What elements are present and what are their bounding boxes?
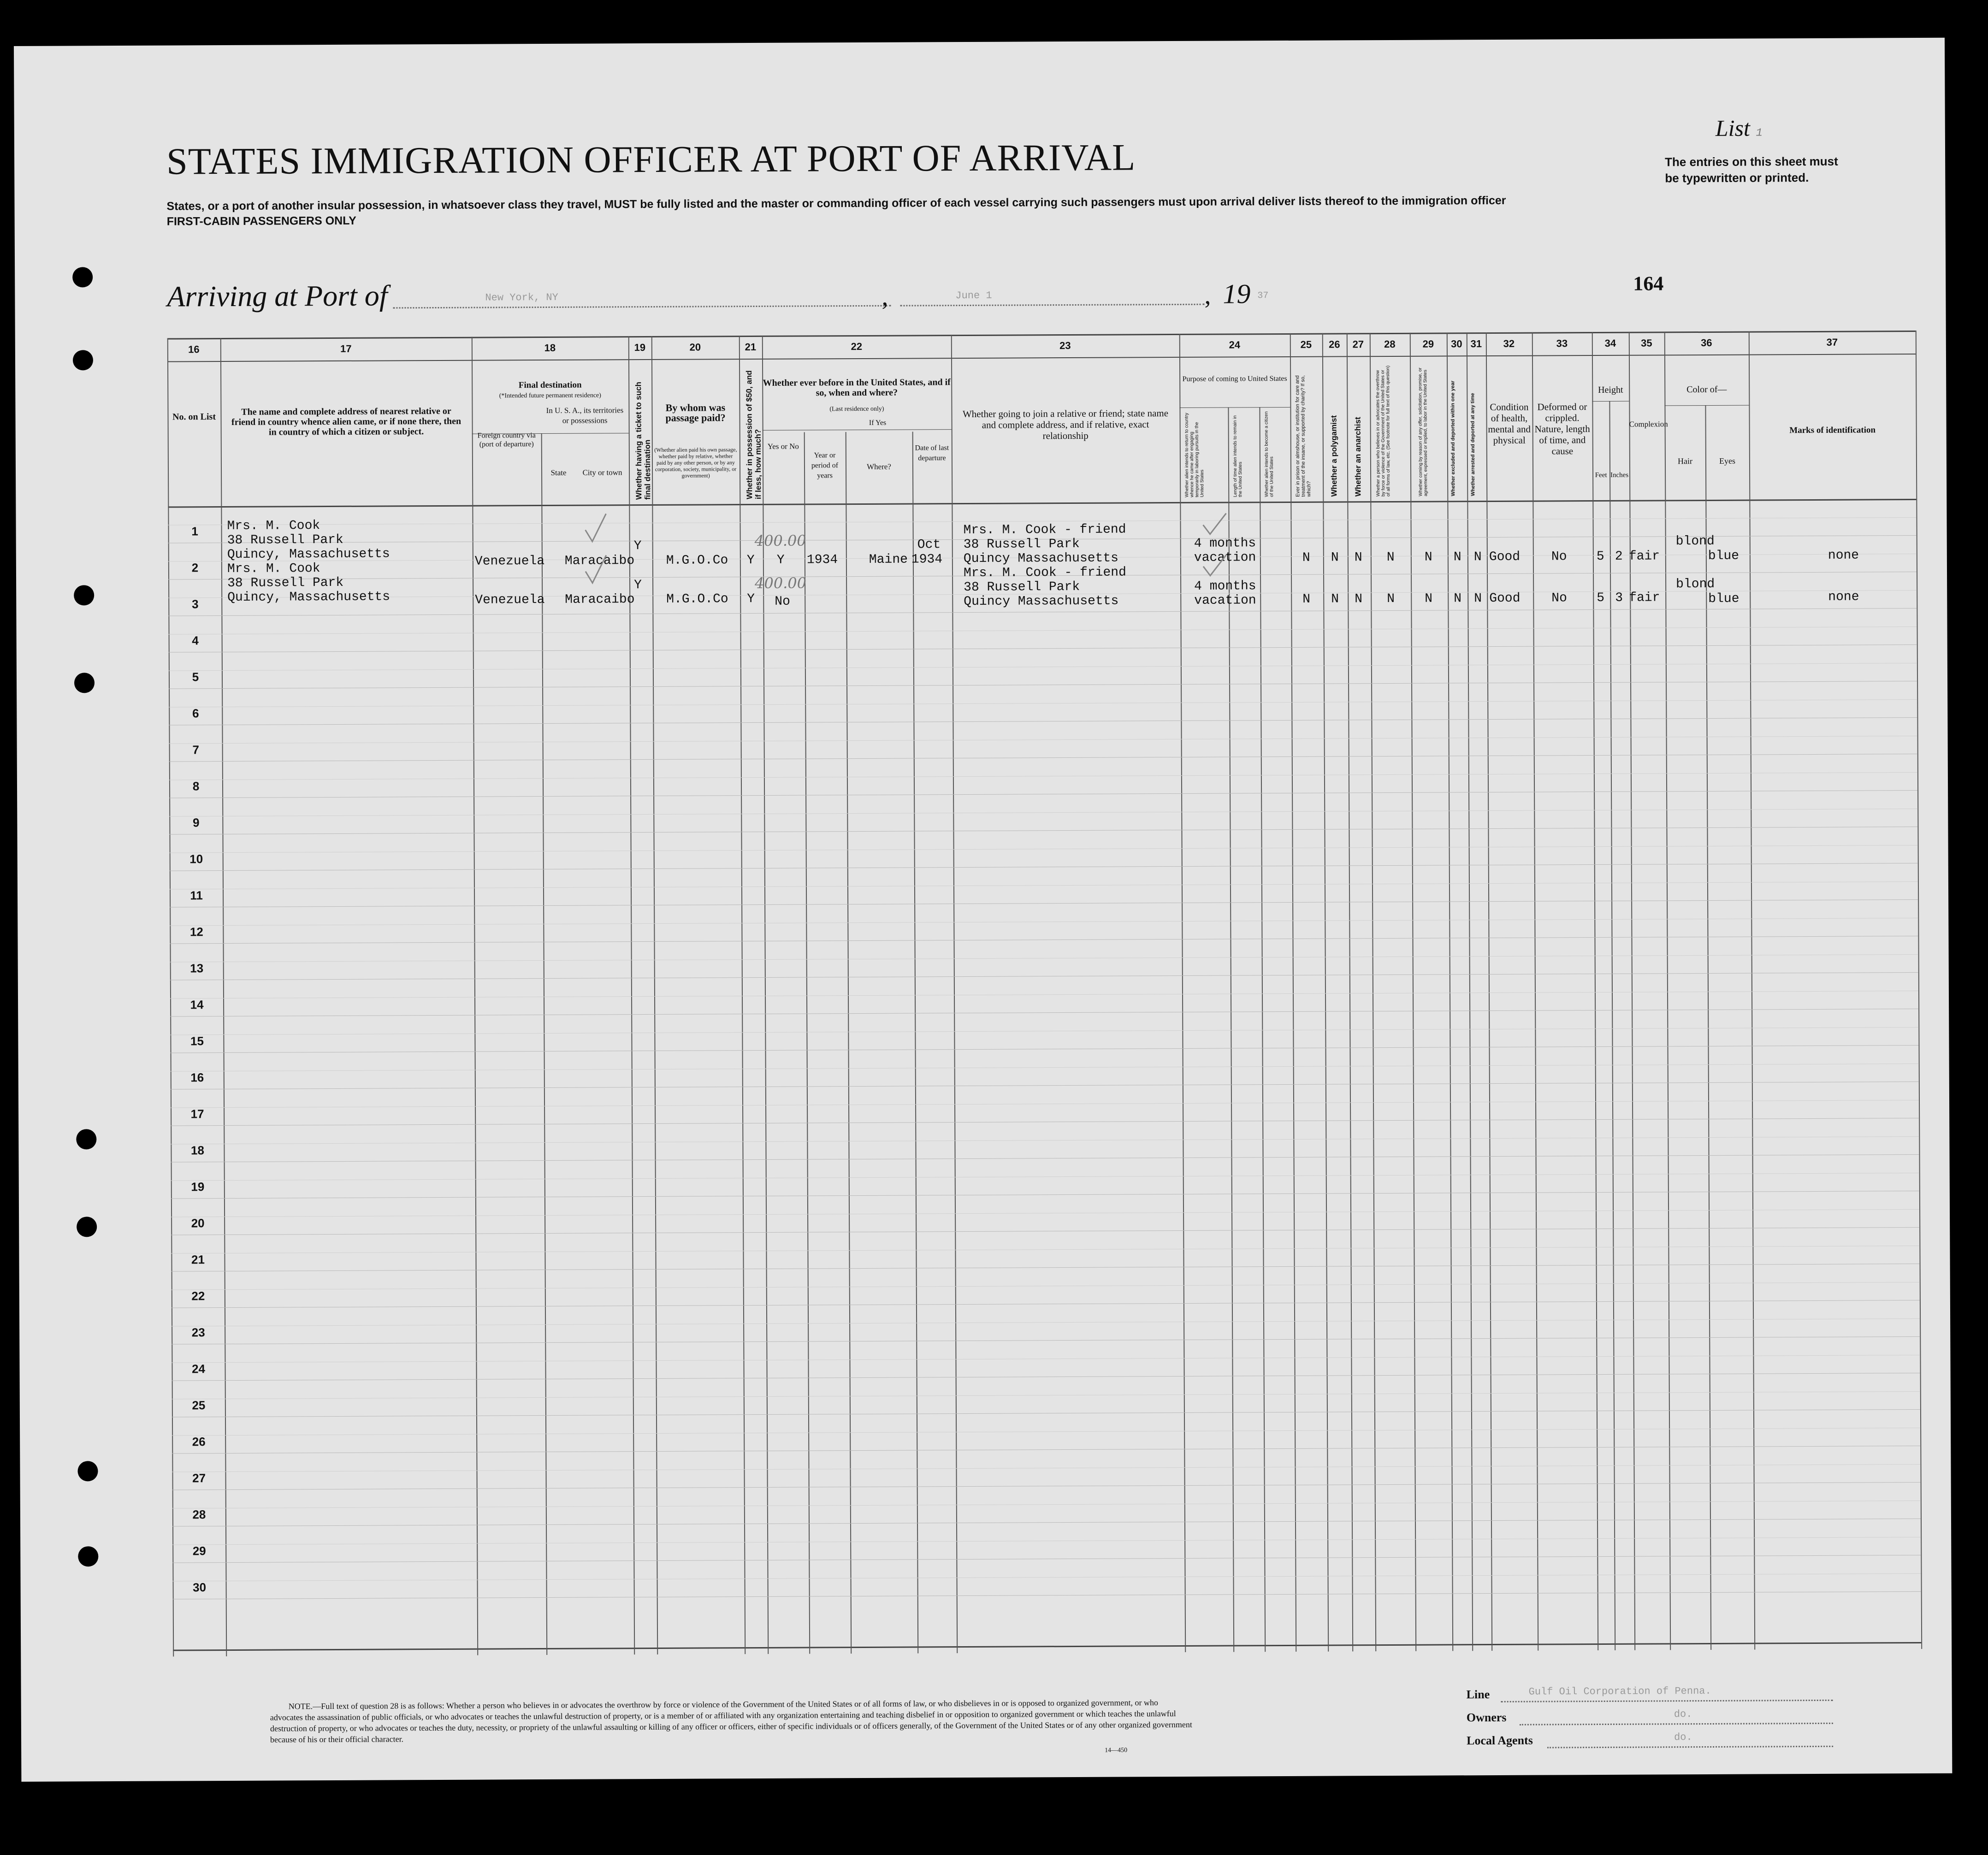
punch-hole — [72, 267, 93, 287]
row1-ticket: Y — [633, 539, 642, 554]
header-final-destination-sub: (*Intended future permanent residence) — [499, 392, 601, 400]
header-relative: The name and complete address of nearest relative or friend in country whence alien came, or if none there, then in country of which a citizen or subject. — [231, 406, 462, 437]
header-purpose-c: Whether alien intends to become a citizen of the United States — [1264, 411, 1275, 497]
row-number: 18 — [190, 1143, 204, 1158]
row-number: 20 — [191, 1216, 205, 1230]
header-labor-offer: Whether coming by reason of any offer, solicitation, promise, or agreement, expressed or implied, to labor in the United States — [1418, 367, 1429, 496]
col-number: 23 — [1059, 340, 1071, 352]
header-inches: Inches — [1610, 471, 1629, 479]
row-number: 7 — [192, 743, 199, 757]
owners-label: Owners — [1466, 1710, 1507, 1725]
punch-hole — [74, 585, 94, 605]
col-number: 18 — [544, 342, 556, 354]
page-number: 164 — [1633, 272, 1664, 295]
footnote: NOTE.—Full text of question 28 is as follows: Whether a person who believes in or advocates the overthrow by force or violence of the Government of the United States or of all forms of law, or who disbelieves in or is opposed to organized government, or who advocates the assassination of public officials, or who advocates or teaches the unlawful destruction of property, or is a member of or affiliated with any organization entertaining and teaching disbelief in or opposition to organized government or which teaches the unlawful destruction of property, or who advocates or teaches the duty, necessity, or propriety of the unlawful assaulting or killing of any officer or officers, either of specific individuals or of officers generally, of the Government of the United States or of any other organized government because of his or their official character. — [270, 1698, 1192, 1744]
header-ticket: Whether having a ticket to such final destination — [634, 382, 652, 500]
row1-purpose-line1: 4 months — [1194, 536, 1256, 551]
row2-q30: N — [1454, 591, 1462, 606]
agents-value: do. — [1674, 1731, 1692, 1743]
row-number: 24 — [191, 1362, 206, 1376]
row-number: 23 — [191, 1325, 205, 1340]
row-number: 4 — [192, 633, 199, 648]
row-number: 16 — [190, 1070, 204, 1085]
header-date-departure: Date of last departure — [915, 444, 949, 462]
header-foreign-country: Foreign country via (port of departure) — [477, 431, 536, 449]
header-health: Condition of health, mental and physical — [1488, 401, 1531, 446]
header-hair: Hair — [1677, 456, 1692, 466]
port-field — [393, 301, 891, 309]
col-number: 26 — [1329, 338, 1340, 350]
list-label-text: List — [1715, 115, 1750, 141]
arriving-label: Arriving at Port of — [167, 279, 388, 313]
header-excluded: Whether excluded and deported within one year — [1450, 380, 1456, 496]
row2-joining-line2: 38 Russell Park — [964, 579, 1080, 595]
row2-joining-line3: Quincy Massachusetts — [964, 594, 1119, 609]
row2-relative-line2: 38 Russell Park — [227, 575, 344, 591]
row2-feet: 5 — [1597, 591, 1605, 606]
comma-2: , — [1204, 281, 1211, 310]
row2-health: Good — [1489, 591, 1521, 606]
line-field — [1501, 1698, 1833, 1702]
manifest-sheet — [14, 38, 1952, 1782]
row-number: 2 — [191, 561, 199, 575]
row1-joining-line2: 38 Russell Park — [963, 537, 1080, 552]
row1-city: Maracaibo — [564, 554, 635, 568]
row2-money-hand: 400.00 — [755, 574, 807, 592]
header-where: Where? — [867, 462, 891, 471]
row-number: 13 — [190, 961, 204, 975]
class-line: FIRST-CABIN PASSENGERS ONLY — [166, 214, 356, 228]
header-eyes: Eyes — [1719, 456, 1736, 466]
manifest-table — [167, 331, 1921, 1657]
col-number: 27 — [1352, 338, 1364, 350]
header-ever-before-sub: (Last residence only) — [829, 405, 884, 413]
row-number: 14 — [190, 998, 204, 1012]
row1-date-line1: Oct — [917, 538, 941, 552]
punch-hole — [77, 1217, 97, 1237]
punch-hole — [73, 350, 93, 370]
header-joining: Whether going to join a relative or friend; state name and complete address, and if relative, exact relationship — [962, 408, 1169, 442]
row-number: 6 — [192, 706, 199, 721]
port-value: New York, NY — [485, 291, 558, 304]
row1-relative-line3: Quincy, Massachusetts — [227, 547, 390, 562]
row2-foreign-country: Venezuela — [475, 592, 545, 608]
row-number: 9 — [193, 815, 200, 830]
col-number: 16 — [188, 343, 200, 355]
row2-q27: N — [1355, 592, 1363, 607]
year-suffix: 37 — [1257, 290, 1269, 301]
header-state: State — [550, 468, 567, 477]
row2-deformed: No — [1551, 591, 1567, 606]
row1-relative-line1: Mrs. M. Cook — [227, 519, 320, 533]
row1-foreign-country: Venezuela — [474, 554, 545, 569]
header-complexion: Complexion — [1629, 419, 1668, 429]
row1-hair: blond — [1675, 534, 1715, 549]
punch-hole — [77, 1461, 98, 1481]
row1-feet: 5 — [1596, 549, 1604, 564]
header-anarchist: Whether an anarchist — [1353, 417, 1363, 497]
row1-inches: 2 — [1615, 549, 1623, 564]
row2-inches: 3 — [1615, 591, 1623, 605]
col-number: 20 — [689, 341, 701, 353]
row2-marks: none — [1828, 590, 1859, 604]
row-number: 30 — [193, 1580, 207, 1595]
punch-hole — [78, 1546, 98, 1566]
row2-q26: N — [1331, 592, 1339, 607]
col-number: 34 — [1604, 337, 1616, 349]
header-final-destination: Final destination — [518, 380, 582, 390]
col-number: 19 — [634, 342, 646, 354]
row1-q31: N — [1473, 550, 1482, 565]
row2-eyes: blue — [1708, 591, 1740, 606]
checkmark-icon — [583, 511, 611, 613]
header-no-on-list: No. on List — [172, 412, 216, 422]
row-number: 28 — [192, 1507, 206, 1522]
header-purpose: Purpose of coming to United States — [1182, 374, 1287, 383]
line-label: Line — [1466, 1688, 1490, 1701]
row1-marks: none — [1828, 548, 1859, 563]
row2-relative-line1: Mrs. M. Cook — [227, 561, 320, 576]
header-color-of: Color of— — [1686, 384, 1727, 395]
row-number: 25 — [192, 1398, 206, 1412]
punch-hole — [76, 1129, 96, 1149]
date-field — [900, 299, 1204, 307]
row2-purpose-line1: 4 months — [1194, 579, 1256, 594]
row2-q28: N — [1387, 591, 1395, 607]
col-number: 30 — [1451, 338, 1462, 350]
row1-deformed: No — [1551, 549, 1567, 564]
header-if-yes: If Yes — [869, 419, 887, 427]
row2-before: No — [775, 594, 790, 609]
col-number: 37 — [1826, 336, 1838, 348]
row2-ticket: Y — [634, 578, 642, 593]
header-year: Year or period of years — [811, 451, 839, 480]
row2-money: Y — [747, 591, 755, 607]
row-number: 27 — [192, 1471, 206, 1485]
row1-q27: N — [1354, 550, 1362, 565]
header-prison: Ever in prison or almshouse, or institution for care and treatment of the insane, or supported by charity? If so, which? — [1295, 375, 1312, 497]
col-number: 24 — [1229, 339, 1241, 351]
row2-q31: N — [1474, 591, 1482, 606]
row1-complexion: fair — [1628, 549, 1660, 564]
agents-field — [1547, 1744, 1833, 1749]
col-number: 22 — [851, 340, 863, 353]
row1-money-hand: 400.00 — [754, 532, 806, 549]
header-in-usa: In U. S. A., its territories or possessions — [546, 406, 624, 425]
header-feet: Feet — [1595, 471, 1607, 479]
row2-q25: N — [1302, 592, 1311, 607]
row2-joining-line1: Mrs. M. Cook - friend — [963, 565, 1126, 581]
header-marks: Marks of identification — [1789, 425, 1876, 436]
header-arrested: Whether arrested and deported at any time — [1470, 393, 1476, 496]
row-number: 1 — [191, 524, 198, 538]
header-purpose-a: Whether alien intends to return to country whence he came after engaging temporarily in laboring pursuits in the United States — [1184, 413, 1205, 497]
entries-note-line-2: be typewritten or printed. — [1665, 171, 1809, 185]
owners-value: do. — [1674, 1708, 1692, 1720]
row-number: 26 — [192, 1435, 206, 1449]
row-number: 17 — [190, 1107, 204, 1121]
row2-paid-by: M.G.O.Co — [666, 592, 728, 607]
row1-joining-line1: Mrs. M. Cook - friend — [963, 522, 1126, 538]
col-number: 33 — [1556, 337, 1568, 349]
checkmark-icon — [1198, 511, 1231, 580]
row1-q29: N — [1424, 550, 1432, 565]
row1-money: Y — [746, 553, 755, 568]
row1-q30: N — [1453, 550, 1461, 565]
col-number: 17 — [340, 343, 352, 354]
header-yes-no: Yes or No — [767, 442, 799, 451]
row2-hair: blond — [1676, 577, 1715, 592]
form-number: 14—450 — [1105, 1747, 1128, 1754]
col-number: 31 — [1470, 338, 1482, 350]
header-deformed: Deformed or crippled. Nature, length of time, and cause — [1534, 401, 1590, 457]
col-number: 28 — [1384, 338, 1396, 350]
row2-purpose-line2: vacation — [1194, 593, 1256, 608]
punch-hole — [74, 673, 95, 693]
row-number: 8 — [192, 779, 200, 793]
row1-relative-line2: 38 Russell Park — [227, 532, 343, 548]
row2-city: Maracaibo — [565, 592, 635, 607]
entries-note-line-1: The entries on this sheet must — [1665, 154, 1838, 169]
row-number: 12 — [189, 925, 203, 939]
row1-date-line2: 1934 — [911, 552, 943, 567]
row1-q26: N — [1331, 550, 1339, 565]
header-purpose-b: Length of time alien intends to remain in the United States — [1232, 415, 1243, 497]
row1-joining-line3: Quincy Massachusetts — [963, 551, 1119, 567]
owners-field — [1520, 1721, 1833, 1725]
col-number: 36 — [1701, 337, 1712, 349]
row2-complexion: fair — [1629, 591, 1660, 605]
row1-purpose-line2: vacation — [1194, 550, 1256, 565]
instruction-line: States, or a port of another insular possession, in whatsoever class they travel, MUST be fully listed and the master or commanding officer of each vessel carrying such passengers must upon arrival deliver lists thereof to the immigration officer — [166, 194, 1506, 213]
header-ever-before: Whether ever before in the United States, and if so, when and where? — [763, 377, 951, 398]
col-number: 29 — [1422, 338, 1434, 350]
row-number: 10 — [189, 852, 203, 866]
entries-note — [1665, 154, 1838, 187]
header-passage-paid: By whom was passage paid? — [665, 402, 726, 424]
row1-eyes: blue — [1708, 549, 1740, 563]
row2-q29: N — [1425, 591, 1433, 606]
col-number: 35 — [1641, 337, 1652, 349]
row-number: 21 — [191, 1252, 205, 1267]
list-label — [1716, 114, 1763, 141]
header-polygamist: Whether a polygamist — [1329, 415, 1339, 497]
row-number: 5 — [192, 670, 199, 684]
row-number: 3 — [191, 597, 199, 611]
comma-1: , — [882, 282, 888, 311]
row1-q25: N — [1302, 550, 1310, 565]
year-prefix: 19 — [1223, 278, 1251, 309]
row-number: 22 — [191, 1289, 205, 1303]
row-number: 29 — [192, 1544, 206, 1558]
row1-before: Y — [776, 553, 785, 567]
row-number: 19 — [191, 1180, 205, 1194]
row2-relative-line3: Quincy, Massachusetts — [227, 590, 390, 605]
date-value: June 1 — [955, 289, 992, 302]
col-number: 25 — [1300, 338, 1312, 350]
agents-label: Local Agents — [1467, 1733, 1533, 1748]
row1-health: Good — [1489, 549, 1521, 565]
row-number: 15 — [190, 1034, 204, 1048]
row1-where: Maine — [869, 552, 908, 567]
header-q28: Whether a person who believes in or advocates the overthrow by force or violence of the Government of the United States or of all forms of law, etc. (See footnote for full text of this question) — [1375, 365, 1391, 497]
header-city: City or town — [582, 468, 622, 477]
col-number: 21 — [745, 341, 757, 353]
list-number: 1 — [1756, 127, 1763, 140]
row1-paid-by: M.G.O.Co — [666, 553, 728, 568]
header-height: Height — [1598, 384, 1623, 396]
col-number: 32 — [1503, 337, 1515, 349]
row-number: 11 — [190, 888, 203, 903]
form-title: STATES IMMIGRATION OFFICER AT PORT OF ARRIVAL — [166, 136, 1136, 183]
row1-year: 1934 — [806, 553, 838, 567]
line-value: Gulf Oil Corporation of Penna. — [1528, 1685, 1711, 1698]
header-passage-paid-sub: (Whether alien paid his own passage, whether paid by relative, whether paid by any other person, or by any corporation, society, municipality, or government) — [654, 446, 737, 479]
row1-q28: N — [1386, 550, 1395, 565]
header-money: Whether in possession of $50, and if less, how much? — [745, 370, 763, 500]
